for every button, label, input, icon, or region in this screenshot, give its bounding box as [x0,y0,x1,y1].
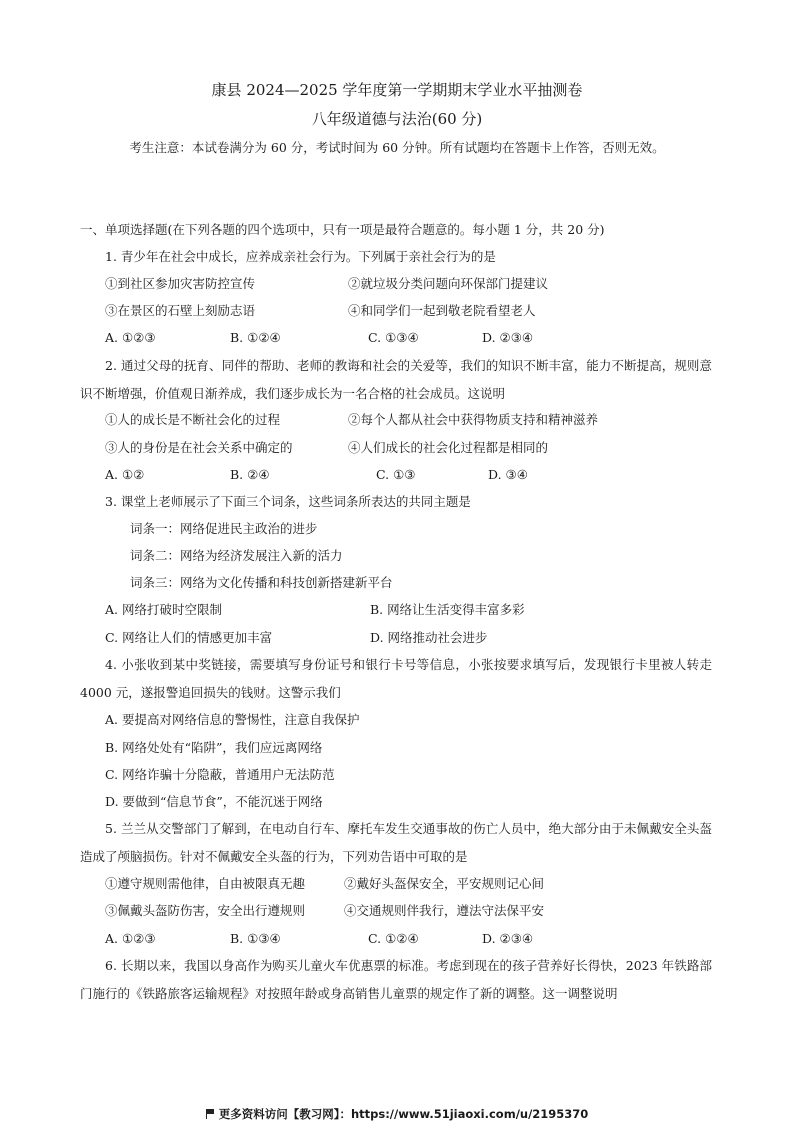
q3-option-b: B. 网络让生活变得丰富多彩 [370,602,525,617]
q3-option-a: A. 网络打破时空限制 [105,602,222,617]
q1-option-d: D. ②③④ [482,330,534,345]
q5-statement-4: ④交通规则伴我行，遵法守法保平安 [344,903,545,918]
q4-option-a: A. 要提高对网络信息的警惕性，注意自我保护 [105,712,360,727]
q3-stem: 3. 课堂上老师展示了下面三个词条，这些词条所表达的共同主题是 [105,494,471,509]
footer-link[interactable]: https://www.51jiaoxi.com/u/2195370 [350,1107,589,1121]
q3-entry-2: 词条二：网络为经济发展注入新的活力 [130,548,343,563]
q3-option-c: C. 网络让人们的情感更加丰富 [105,630,273,645]
q5-statement-3: ③佩戴头盔防伤害，安全出行遵规则 [105,903,306,918]
q4-option-c: C. 网络诈骗十分隐蔽，普通用户无法防范 [105,767,335,782]
q5-statement-2: ②戴好头盔保安全，平安规则记心间 [344,876,545,891]
q1-option-b: B. ①②④ [230,330,281,345]
footer-text: 更多资料访问【教习网】： [218,1107,351,1121]
q2-statement-2: ②每个人都从社会中获得物质支持和精神滋养 [348,412,599,427]
q5-option-a: A. ①②③ [105,931,156,946]
q4-option-d: D. 要做到“信息节食”，不能沉迷于网络 [105,794,323,809]
q1-statement-3: ③在景区的石壁上刻励志语 [105,303,256,318]
q2-option-b: B. ②④ [230,467,270,482]
q2-option-d: D. ③④ [488,467,528,482]
q3-option-d: D. 网络推动社会进步 [370,630,488,645]
q1-statement-2: ②就垃圾分类问题向环保部门提建议 [348,276,549,291]
section-heading: 一、单项选择题(在下列各题的四个选项中，只有一项是最符合题意的。每小题 1 分，共 20 分) [80,222,605,237]
q5-option-c: C. ①②④ [368,931,419,946]
q2-statement-4: ④人们成长的社会化过程都是相同的 [348,440,549,455]
q1-option-a: A. ①②③ [105,330,156,345]
q5-stem: 5. 兰兰从交警部门了解到，在电动自行车、摩托车发生交通事故的伤亡人员中，绝大部分由于未佩戴安全头盔造成了颅脑损伤。针对不佩戴安全头盔的行为，下列劝告语中可取的是 [80,821,712,864]
q6-stem: 6. 长期以来，我国以身高作为购买儿童火车优惠票的标准。考虑到现在的孩子营养好长得快，2023 年铁路部门施行的《铁路旅客运输规程》对按照年龄或身高销售儿童票的规定作了新的调整。这一调整说明 [80,958,712,1001]
q5-statement-1: ①遵守规则需他律，自由被限真无趣 [105,876,306,891]
q1-stem: 1. 青少年在社会中成长，应养成亲社会行为。下列属于亲社会行为的是 [105,249,496,264]
q1-statement-1: ①到社区参加灾害防控宣传 [105,276,256,291]
q2-option-c: C. ①③ [376,467,416,482]
q1-option-c: C. ①③④ [368,330,419,345]
q2-stem: 2. 通过父母的抚育、同伴的帮助、老师的教诲和社会的关爱等，我们的知识不断丰富，能力不断提高，规则意识不断增强，价值观日渐养成，我们逐步成长为一名合格的社会成员。这说明 [80,358,712,401]
q4-option-b: B. 网络处处有“陷阱”，我们应远离网络 [105,740,323,755]
flag-icon [206,1109,215,1119]
q2-option-a: A. ①② [105,467,145,482]
exam-notice: 考生注意：本试卷满分为 60 分，考试时间为 60 分钟。所有试题均在答题卡上作答，否则无效。 [129,140,665,155]
q5-option-d: D. ②③④ [482,931,534,946]
exam-title: 康县 2024—2025 学年度第一学期期末学业水平抽测卷 [211,81,583,99]
q2-statement-3: ③人的身份是在社会关系中确定的 [105,440,293,455]
q3-entry-1: 词条一：网络促进民主政治的进步 [130,521,318,536]
footer-banner [0,1106,794,1122]
q2-statement-1: ①人的成长是不断社会化的过程 [105,412,281,427]
q5-option-b: B. ①③④ [230,931,281,946]
q3-entry-3: 词条三：网络为文化传播和科技创新搭建新平台 [130,575,393,590]
q1-statement-4: ④和同学们一起到敬老院看望老人 [348,303,536,318]
q4-stem: 4. 小张收到某中奖链接，需要填写身份证号和银行卡号等信息，小张按要求填写后，发现银行卡里被人转走 4000 元，遂报警追回损失的钱财。这警示我们 [80,657,712,700]
exam-subtitle: 八年级道德与法治(60 分) [311,110,483,128]
